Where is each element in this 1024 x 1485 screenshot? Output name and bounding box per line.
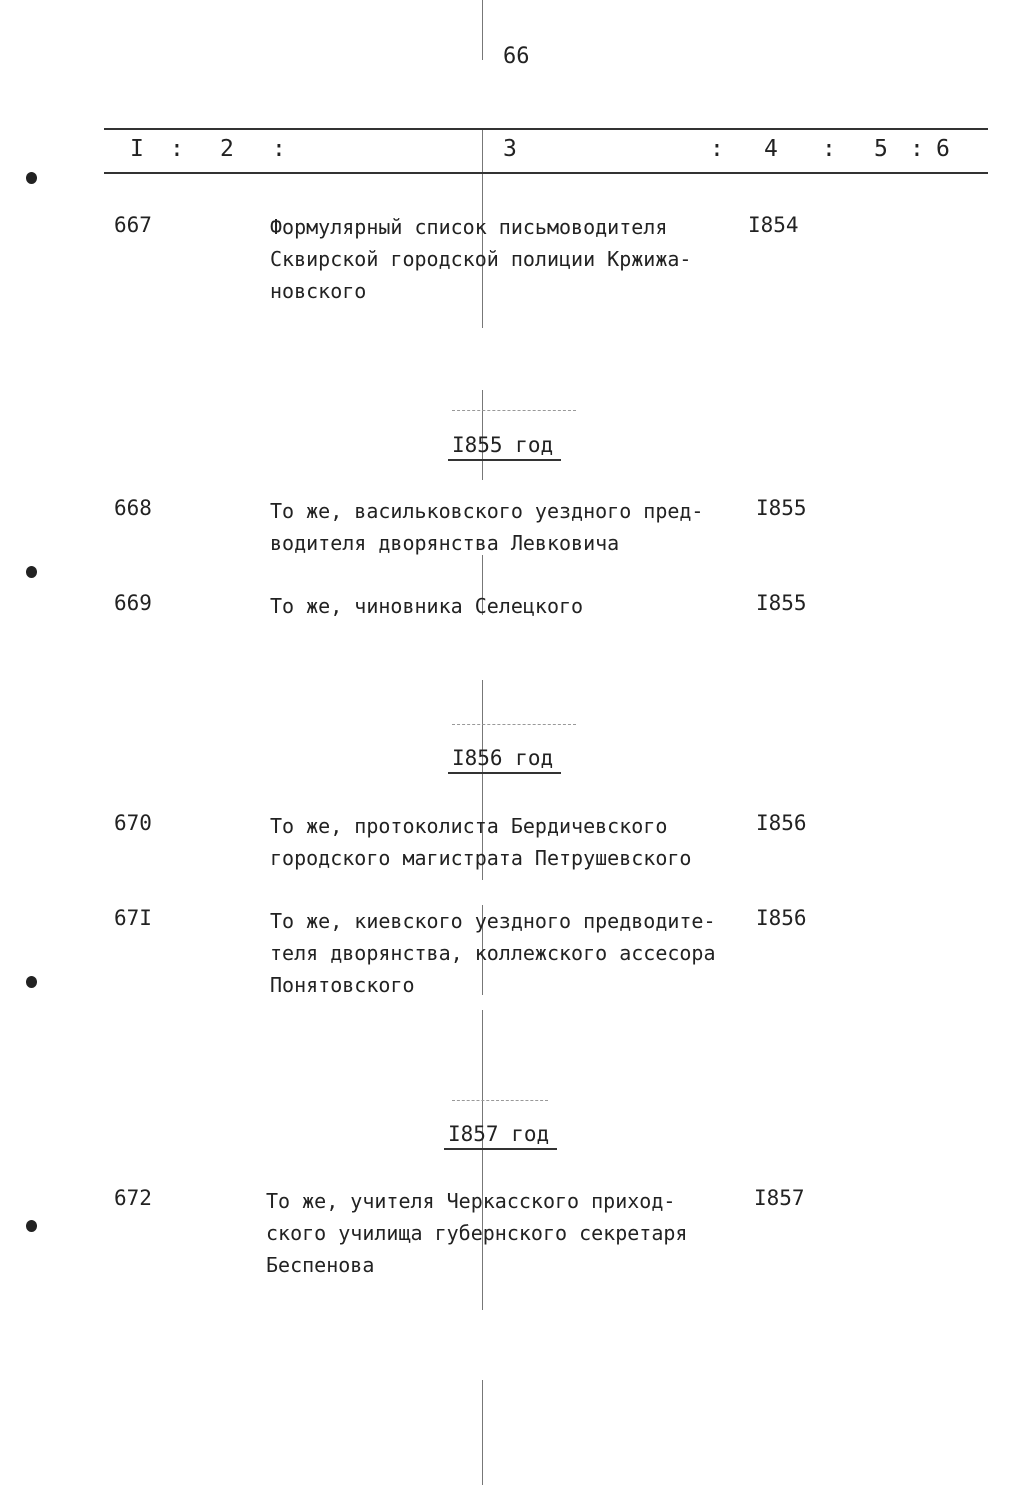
page-number: 66 xyxy=(503,44,530,69)
column-header-5: 5 xyxy=(874,136,888,162)
entry-year: I856 xyxy=(756,906,807,930)
entry-description: Формулярный список письмоводителя Сквирской городской полиции Кржижа- новского xyxy=(270,215,692,303)
dashed-separator xyxy=(452,724,576,725)
year-heading: I855 год xyxy=(448,433,561,461)
column-header-2: 2 xyxy=(220,136,234,162)
column-separator: : xyxy=(170,136,184,162)
entry-year: I855 xyxy=(756,496,807,520)
entry-description: То же, киевского уездного предводите- теля дворянства, коллежского ассесора Понятовского xyxy=(270,909,716,997)
entry-number: 668 xyxy=(114,496,152,520)
entry-description: То же, чиновника Селецкого xyxy=(270,594,584,618)
column-header-6: 6 xyxy=(936,136,950,162)
punch-hole-mark xyxy=(26,1220,37,1232)
punch-hole-mark xyxy=(26,172,37,184)
entry-description: То же, учителя Черкасского приход- ского училища губернского секретаря Беспенова xyxy=(266,1189,688,1277)
column-separator: : xyxy=(710,136,724,162)
year-heading: I856 год xyxy=(448,746,561,774)
entry-description: То же, васильковского уездного пред- водителя дворянства Левковича xyxy=(270,499,704,555)
fold-line xyxy=(482,0,483,60)
entry-number: 672 xyxy=(114,1186,152,1210)
column-header-4: 4 xyxy=(764,136,778,162)
entry-year: I855 xyxy=(756,591,807,615)
column-header-3: 3 xyxy=(503,136,517,162)
dashed-separator xyxy=(452,1100,548,1101)
header-top-rule xyxy=(104,128,988,130)
dashed-separator xyxy=(452,410,576,411)
year-heading: I857 год xyxy=(444,1122,557,1150)
entry-description: То же, протоколиста Бердичевского городского магистрата Петрушевского xyxy=(270,814,692,870)
header-bottom-rule xyxy=(104,172,988,174)
punch-hole-mark xyxy=(26,976,37,988)
punch-hole-mark xyxy=(26,566,37,578)
entry-number: 67I xyxy=(114,906,152,930)
fold-line xyxy=(482,1380,483,1485)
entry-year: I857 xyxy=(754,1186,805,1210)
column-header-1: I xyxy=(130,136,144,162)
column-separator: : xyxy=(822,136,836,162)
column-separator: : xyxy=(910,136,924,162)
entry-number: 667 xyxy=(114,213,152,237)
column-separator: : xyxy=(272,136,286,162)
entry-number: 669 xyxy=(114,591,152,615)
entry-year: I856 xyxy=(756,811,807,835)
entry-year: I854 xyxy=(748,213,799,237)
entry-number: 670 xyxy=(114,811,152,835)
